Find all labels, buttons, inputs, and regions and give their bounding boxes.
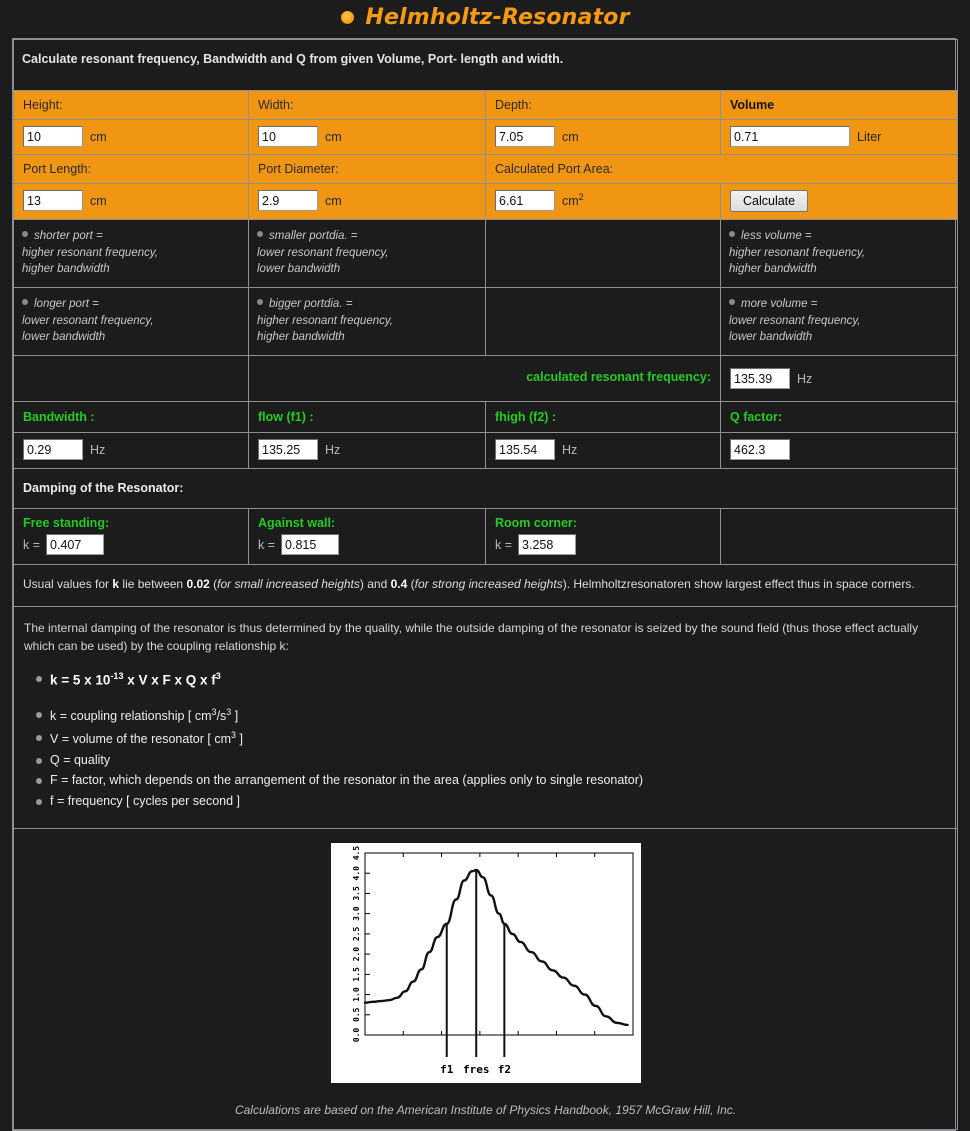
svg-text:0.5: 0.5 <box>351 1007 361 1023</box>
port-length-label: Port Length: <box>23 162 92 176</box>
free-standing-label: Free standing: <box>23 516 110 531</box>
list-item: f = frequency [ cycles per second ] <box>50 793 947 810</box>
svg-text:3.0: 3.0 <box>351 906 361 922</box>
flow-unit: Hz <box>325 442 341 457</box>
damping-room-corner <box>486 509 720 564</box>
bullet-icon <box>22 299 28 305</box>
volume-input[interactable] <box>730 126 850 147</box>
bandwidth-label: Bandwidth : <box>23 410 95 425</box>
svg-text:f1: f1 <box>439 1063 453 1077</box>
explanation-block <box>14 607 957 829</box>
resonance-chart-container <box>14 829 957 1093</box>
hint-more-volume: more volume = lower resonant frequency, lower bandwidth <box>729 298 861 344</box>
resfreq-label-cell <box>249 356 721 402</box>
result-value-row <box>14 433 958 469</box>
port-area-unit: $cm^2$ <box>562 192 584 209</box>
footer-credit: Calculations are based on the American Institute of Physics Handbook, 1957 McGraw Hill, Inc. <box>234 1103 737 1118</box>
bullet-icon <box>22 231 28 237</box>
hint-row-1 <box>14 220 958 288</box>
dimension-label-row <box>14 91 958 120</box>
free-standing-input[interactable] <box>46 534 104 555</box>
orange-sphere-bullet-icon <box>340 10 355 25</box>
resonant-frequency-input[interactable] <box>730 368 790 389</box>
svg-text:1.0: 1.0 <box>351 987 361 1003</box>
list-item: k = coupling relationship [ $cm^3/s^3$ ] <box>50 706 947 725</box>
q-factor-input[interactable] <box>730 439 790 460</box>
hint-spacer-2 <box>486 288 721 356</box>
depth-label: Depth: <box>495 98 532 112</box>
damping-heading: Damping of the Resonator: <box>23 481 184 496</box>
svg-text:2.0: 2.0 <box>351 947 361 962</box>
chart-row <box>14 829 958 1130</box>
port-area-input[interactable] <box>495 190 555 211</box>
hint-bigger-portdia: bigger portdia. = higher resonant frequency, higher bandwidth <box>257 298 393 344</box>
bullet-icon <box>729 231 735 237</box>
page-title-bar <box>0 0 970 34</box>
hint-smaller-portdia: smaller portdia. = lower resonant frequency, lower bandwidth <box>257 230 389 276</box>
intro-text: Calculate resonant frequency, Bandwidth and Q from given Volume, Port- length and width. <box>22 52 564 66</box>
svg-text:0.0: 0.0 <box>351 1027 361 1043</box>
bandwidth-unit: Hz <box>90 442 106 457</box>
damping-against-wall <box>249 509 485 564</box>
resfreq-value-cell <box>721 356 958 402</box>
formula-list <box>24 670 947 690</box>
port-area-label: Calculated Port Area: <box>495 162 614 176</box>
hint-row-2 <box>14 288 958 356</box>
width-label: Width: <box>258 98 294 112</box>
damping-heading-row <box>14 469 958 509</box>
list-item: V = volume of the resonator [ $cm^3$ ] <box>50 729 947 748</box>
variable-list <box>24 706 947 811</box>
room-corner-label: Room corner: <box>495 516 577 531</box>
svg-text:4.5: 4.5 <box>351 845 361 861</box>
depth-unit: cm <box>562 129 579 144</box>
fhigh-input[interactable] <box>495 439 555 460</box>
room-corner-input[interactable] <box>518 534 576 555</box>
bullet-icon <box>257 231 263 237</box>
bandwidth-input[interactable] <box>23 439 83 460</box>
damping-empty-cell <box>721 509 958 565</box>
coupling-formula: k = 5 x $10^{-13}$ x V x F x Q x $f^3$ <box>50 670 947 690</box>
hint-longer-port: longer port = lower resonant frequency, lower bandwidth <box>22 298 154 344</box>
list-item: F = factor, which depends on the arrangement of the resonator in the area (applies only to single resonator) <box>50 772 947 789</box>
resfreq-empty-cell <box>14 356 249 402</box>
k-prefix: k = <box>23 537 41 552</box>
result-label-row <box>14 402 958 433</box>
svg-text:2.5: 2.5 <box>351 926 361 942</box>
svg-text:1.5: 1.5 <box>351 967 361 982</box>
hint-less-volume: less volume = higher resonant frequency, higher bandwidth <box>729 230 865 276</box>
k-prefix: k = <box>495 537 513 552</box>
volume-label: Volume <box>730 98 775 112</box>
flow-input[interactable] <box>258 439 318 460</box>
height-unit: cm <box>90 129 107 144</box>
port-input-row <box>14 184 958 220</box>
main-panel <box>12 38 956 1131</box>
q-factor-label: Q factor: <box>730 410 783 425</box>
intro-row <box>14 40 958 91</box>
bullet-icon <box>729 299 735 305</box>
port-diameter-unit: cm <box>325 193 342 208</box>
hint-shorter-port: shorter port = higher resonant frequency, higher bandwidth <box>22 230 158 276</box>
fhigh-unit: Hz <box>562 442 578 457</box>
bullet-icon <box>257 299 263 305</box>
height-label: Height: <box>23 98 63 112</box>
page-title: Helmholtz-Resonator <box>365 4 630 30</box>
port-diameter-label: Port Diameter: <box>258 162 339 176</box>
port-label-row <box>14 155 958 184</box>
k-prefix: k = <box>258 537 276 552</box>
volume-unit: Liter <box>857 129 882 144</box>
width-unit: cm <box>325 129 342 144</box>
resonance-chart <box>331 843 641 1083</box>
hint-spacer-1 <box>486 220 721 288</box>
resonance-curve-svg <box>331 843 641 1083</box>
damping-free-standing <box>14 509 248 564</box>
width-input[interactable] <box>258 126 318 147</box>
depth-input[interactable] <box>495 126 555 147</box>
calculator-table <box>13 39 958 1130</box>
svg-text:f2: f2 <box>497 1063 511 1077</box>
svg-text:fres: fres <box>462 1063 489 1077</box>
resonant-frequency-unit: Hz <box>797 371 813 386</box>
resonant-frequency-label: calculated resonant frequency: <box>526 370 711 385</box>
resonant-frequency-row <box>14 356 958 402</box>
list-item: Q = quality <box>50 752 947 769</box>
calculate-button[interactable]: Calculate <box>730 190 808 212</box>
against-wall-label: Against wall: <box>258 516 336 531</box>
fhigh-label: fhigh (f2) : <box>495 410 557 425</box>
k-usual-values-note: Usual values for k lie between 0.02 (for small increased heights) and 0.4 (for strong increased heights). Helmholtzresonatoren show largest effect thus in space corners. <box>23 577 915 592</box>
dimension-input-row <box>14 120 958 155</box>
damping-values-row <box>14 509 958 565</box>
port-length-unit: cm <box>90 193 107 208</box>
svg-text:4.0: 4.0 <box>351 866 361 881</box>
against-wall-input[interactable] <box>281 534 339 555</box>
k-note-row <box>14 565 958 607</box>
explanation-row <box>14 606 958 829</box>
height-input[interactable] <box>23 126 83 147</box>
port-diameter-input[interactable] <box>258 190 318 211</box>
port-length-input[interactable] <box>23 190 83 211</box>
explanation-paragraph: The internal damping of the resonator is thus determined by the quality, while the outside damping of the resonator is seized by the sound field (thus those effect actually which can be used) by the coupling relationship k: <box>24 620 919 654</box>
flow-label: flow (f1) : <box>258 410 314 425</box>
svg-text:3.5: 3.5 <box>351 886 361 901</box>
